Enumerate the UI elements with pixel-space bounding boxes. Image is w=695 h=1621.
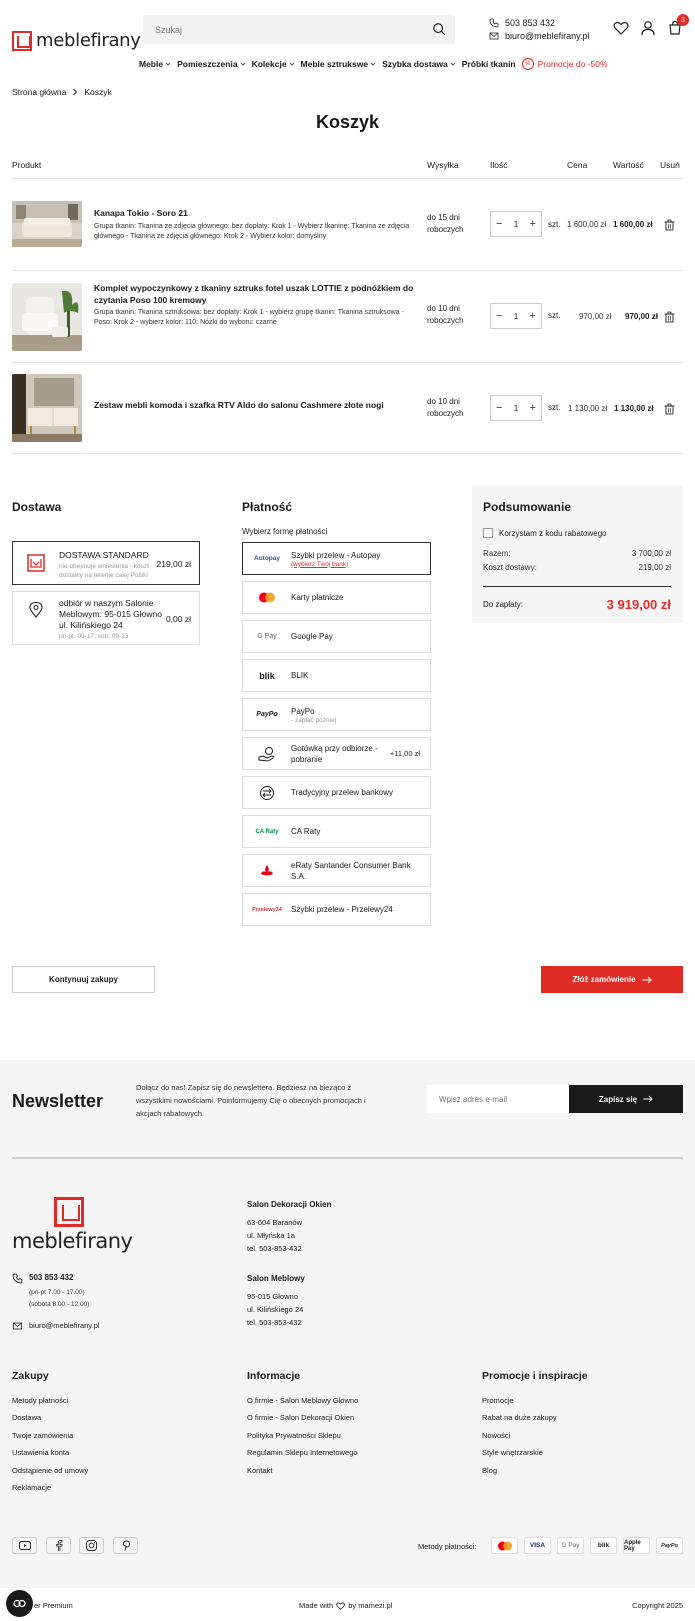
product-name[interactable]: Komplet wypoczynkowy z tkaniny sztruks fotel uszak LOTTIE z podnóżkiem do czytania Poso 100 kremowy <box>94 283 414 305</box>
chat-widget-button[interactable] <box>6 1590 33 1617</box>
cart-item <box>12 179 683 270</box>
nav-item-label: Próbki tkanin <box>461 59 516 69</box>
made-by-text: by mamezi.pl <box>348 1601 393 1610</box>
payment-label: Wybierz formę płatności <box>242 527 328 536</box>
payment-option-p24[interactable] <box>242 893 431 926</box>
total-row <box>483 597 671 612</box>
chevron-down-icon <box>450 61 456 67</box>
unit-price: 1 600,00 zł <box>567 220 607 229</box>
footer-link[interactable]: Twoje zamówienia <box>12 1431 74 1440</box>
przelewy24-icon: Przelewy24 <box>252 906 282 913</box>
paypo-icon: PayPo <box>256 711 278 718</box>
header-email[interactable] <box>489 30 590 42</box>
percent-icon: % <box>522 58 534 70</box>
header-phone[interactable] <box>489 17 590 29</box>
mastercard-icon <box>491 1537 518 1554</box>
footer-email[interactable]: biuro@meblefirany.pl <box>29 1321 100 1330</box>
footer-link[interactable]: O firmie - Salon Dekoracji Okien <box>247 1413 355 1422</box>
made-with-text: Made with <box>299 1601 334 1610</box>
payment-option-paypo[interactable] <box>242 698 431 731</box>
quantity-stepper <box>490 395 542 421</box>
delivery-option-title: odbiór w naszym Salonie Meblowym: 95-015 Głowno ul. Kilińskiego 24 <box>59 598 162 630</box>
minus-icon[interactable]: − <box>496 402 503 414</box>
line-value: 970,00 zł <box>625 312 658 321</box>
footer-logo[interactable] <box>12 1197 133 1253</box>
total-label: Do zapłaty: <box>483 600 524 609</box>
breadcrumb-current: Koszyk <box>84 87 112 97</box>
footer-link[interactable]: Dostawa <box>12 1413 42 1422</box>
divider <box>12 1157 683 1159</box>
nav-item-probki-tkanin[interactable] <box>462 59 516 69</box>
payment-option-blik[interactable] <box>242 659 431 692</box>
footer-phone[interactable]: 503 853 432 <box>29 1273 74 1282</box>
bottom-bar-left-text: er Premium <box>34 1601 73 1610</box>
footer-link[interactable]: O firmie - Salon Meblowy Głowno <box>247 1396 359 1405</box>
payment-option-googlepay[interactable] <box>242 620 431 653</box>
logo-mark-icon <box>54 1197 84 1227</box>
trash-icon[interactable] <box>664 311 675 323</box>
breadcrumb-home[interactable]: Strona główna <box>12 87 67 97</box>
heart-icon[interactable] <box>613 20 629 36</box>
shipping-time: do 10 dni roboczych <box>427 304 464 325</box>
instagram-icon[interactable] <box>79 1537 104 1554</box>
footer-col-title-informacje: Informacje <box>247 1370 301 1382</box>
google-pay-icon: G Pay <box>557 1537 584 1554</box>
product-image[interactable] <box>12 374 82 442</box>
newsletter-title: Newsletter <box>12 1091 104 1111</box>
salon-line: 63-604 Baranów <box>247 1218 303 1227</box>
col-header-qty: Ilość <box>490 160 508 170</box>
nav-item-label: Meble sztrukswe <box>300 59 369 69</box>
unit-price: 1 130,00 zł <box>568 404 608 413</box>
summary-title: Podsumowanie <box>483 500 572 514</box>
search-input[interactable] <box>143 15 455 44</box>
divider <box>12 453 683 454</box>
salon-line[interactable]: tel. 503-853-432 <box>247 1318 302 1327</box>
quantity-value[interactable]: 1 <box>513 403 519 413</box>
col-header-value: Wartość <box>613 160 644 170</box>
phone-icon <box>12 1273 23 1284</box>
footer-link[interactable]: Blog <box>482 1466 498 1475</box>
visa-icon: VISA <box>524 1537 551 1554</box>
delivery-option-sub: pn-pt. 09-17, sob. 09-13 <box>59 633 129 640</box>
col-header-product: Produkt <box>12 160 42 170</box>
payment-option-cod[interactable] <box>242 737 431 770</box>
shipping-cost-label: Koszt dostawy: <box>483 563 537 572</box>
salon-line: ul. Kilińskiego 24 <box>247 1305 304 1314</box>
delivery-option-sub: nie obejmuje wniesienia - koszt dostawy na terenie całej Polski <box>59 563 149 579</box>
chevron-down-icon <box>370 61 376 67</box>
delivery-option-pickup[interactable] <box>12 591 200 645</box>
newsletter-text: Dołącz do nas! Zapisz się do newslettera. Będziesz na bieżąco z wszystkimi nowościami. Poinformujemy Cię o obecnych promocjach i akcjach rabatowych. <box>136 1083 366 1118</box>
nav-item-meble[interactable] <box>139 59 171 69</box>
shipping-cost-value: 219,00 zł <box>638 563 671 572</box>
quantity-value[interactable]: 1 <box>513 219 519 229</box>
cart-item <box>12 363 683 454</box>
logo-text: meblefirany <box>36 30 141 51</box>
blik-icon: blik <box>590 1537 617 1554</box>
payment-option-title: eRaty Santander Consumer Bank S.A. <box>291 860 411 881</box>
location-pin-icon <box>27 601 45 619</box>
payment-methods-label: Metody płatności: <box>418 1542 477 1551</box>
santander-icon <box>243 864 291 878</box>
line-value: 1 130,00 zł <box>614 404 654 413</box>
unit-price: 970,00 zł <box>579 312 612 321</box>
payment-option-bank[interactable] <box>242 776 431 809</box>
nav-item-label: Szybka dostawa <box>382 59 448 69</box>
total-value: 3 919,00 zł <box>606 597 671 612</box>
mastercard-icon <box>243 592 291 603</box>
unit-label: szt. <box>548 311 561 320</box>
product-options: Grupa tkanin: Tkanina ze zdjęcia głównego: bez dopłaty: Krok 1 - Wybierz tkaninę: Tkanina ze zdjęcia głównego - Tkanina ze zdjęcia głównego: Krok 2 - Wybierz kolor: domyślny <box>94 223 410 240</box>
minus-icon[interactable]: − <box>496 310 503 322</box>
payment-option-sub: - zapłać później <box>291 716 337 724</box>
shipping-time: do 10 dni roboczych <box>427 397 464 418</box>
footer-link[interactable]: Kontakt <box>247 1466 273 1475</box>
place-order-label: Złóż zamówienie <box>572 975 636 984</box>
apple-pay-icon: Apple Pay <box>623 1537 650 1554</box>
header-icons <box>613 16 685 36</box>
payment-option-title: CA Raty <box>291 827 321 836</box>
footer-link[interactable]: Promocje <box>482 1396 514 1405</box>
nav-item-label: Pomieszczenia <box>177 59 238 69</box>
plus-icon[interactable]: + <box>529 310 536 322</box>
blik-icon: blik <box>259 670 275 681</box>
salon-title: Salon Meblowy <box>247 1274 305 1283</box>
logo[interactable] <box>12 30 141 51</box>
trash-icon[interactable] <box>664 219 675 231</box>
salon-title: Salon Dekoracji Okien <box>247 1200 332 1209</box>
trash-icon[interactable] <box>664 403 675 415</box>
checkbox[interactable] <box>483 528 493 538</box>
divider <box>483 586 671 587</box>
nav-promo-label: Promocje do -50% <box>537 59 608 69</box>
quantity-value[interactable]: 1 <box>513 311 519 321</box>
nav-item-pomieszczenia[interactable] <box>177 59 245 69</box>
chevron-right-icon <box>72 88 78 96</box>
user-icon[interactable] <box>640 20 656 36</box>
delivery-option-standard[interactable] <box>12 541 200 585</box>
footer-link[interactable]: Regulamin Sklepu Internetowego <box>247 1448 358 1457</box>
chevron-down-icon <box>240 61 246 67</box>
copyright: Copyright 2025 <box>632 1601 683 1610</box>
product-image[interactable] <box>12 201 82 247</box>
footer-col-title-promocje: Promocje i inspiracje <box>482 1370 588 1382</box>
payment-option-sub[interactable]: (wybierz Twój bank) <box>291 560 349 568</box>
unit-label: szt. <box>548 403 561 412</box>
header-phone-text: 503 853 432 <box>505 18 556 28</box>
footer-link[interactable]: Ustawienia konta <box>12 1448 70 1457</box>
unit-label: szt. <box>548 220 561 229</box>
product-name[interactable]: Kanapa Tokio - Soro 21 <box>94 208 188 218</box>
pinterest-icon[interactable] <box>113 1537 138 1554</box>
youtube-icon[interactable] <box>12 1537 37 1554</box>
nav-item-szybka-dostawa[interactable] <box>382 59 456 69</box>
plus-icon[interactable]: + <box>529 402 536 414</box>
search-bar <box>143 15 455 44</box>
payment-option-title: PayPo <box>291 706 315 716</box>
plus-icon[interactable]: + <box>529 218 536 230</box>
header-email-text: biuro@meblefirany.pl <box>505 31 590 41</box>
breadcrumb <box>12 87 112 97</box>
newsletter-subscribe-label: Zapisz się <box>598 1094 638 1104</box>
delivery-option-title: DOSTAWA STANDARD <box>59 550 149 560</box>
footer-link[interactable]: Polityka Prywatności Sklepu <box>247 1431 341 1440</box>
product-name[interactable]: Zestaw mebli komoda i szafka RTV Aldo do salonu Cashmere złote nogi <box>94 400 384 410</box>
arrow-right-icon <box>643 1095 653 1103</box>
shipping-cost-row <box>483 563 671 572</box>
subtotal-value: 3 700,00 zł <box>631 549 671 558</box>
cart-count-badge: 3 <box>677 14 689 26</box>
payment-title: Płatność <box>242 500 293 514</box>
nav-item-label: Kolekcje <box>251 59 287 69</box>
quantity-stepper <box>490 303 542 329</box>
heart-icon <box>336 1602 345 1610</box>
google-pay-icon: G Pay <box>257 633 277 640</box>
payment-option-title: Google Pay <box>291 632 333 641</box>
cart-item <box>12 271 683 363</box>
delivery-logo-icon <box>27 554 45 572</box>
chevron-down-icon <box>289 61 295 67</box>
phone-icon <box>489 18 499 28</box>
cart-button[interactable] <box>667 16 685 36</box>
chevron-down-icon <box>165 61 171 67</box>
payment-option-title: Szybki przelew - Przelewy24 <box>291 905 393 914</box>
payment-option-surcharge: +11,00 zł <box>389 749 420 758</box>
bottom-bar <box>0 1588 695 1621</box>
footer-hours-weekday: (pn-pt 7.00 - 17.00) <box>29 1289 85 1296</box>
footer-hours-saturday: (sobota 8.00 - 12.00) <box>29 1301 90 1308</box>
nav-item-label: Meble <box>139 59 164 69</box>
made-with[interactable] <box>299 1601 392 1610</box>
minus-icon[interactable]: − <box>496 218 503 230</box>
footer-link[interactable]: Metody płatności <box>12 1396 69 1405</box>
footer-link[interactable]: Rabat na duże zakupy <box>482 1413 557 1422</box>
footer-link[interactable]: Style wnętrzarskie <box>482 1448 543 1457</box>
line-value: 1 600,00 zł <box>613 220 653 229</box>
newsletter-subscribe-button[interactable] <box>569 1085 683 1113</box>
footer-logo-text: meblefirany <box>12 1229 133 1253</box>
subtotal-label: Razem: <box>483 549 511 558</box>
payment-option-title: BLIK <box>291 671 309 680</box>
col-header-price: Cena <box>567 160 588 170</box>
nav-item-promo[interactable] <box>522 58 608 70</box>
nav-item-meble-sztruksowe[interactable] <box>301 59 377 69</box>
page-title: Koszyk <box>315 112 380 132</box>
delivery-option-price: 219,00 zł <box>156 559 191 569</box>
footer-link[interactable]: Nowości <box>482 1431 511 1440</box>
quantity-stepper <box>490 211 542 237</box>
product-image[interactable] <box>12 283 82 351</box>
payment-option-title: Gotówką przy odbiorze - pobranie <box>291 743 378 764</box>
salon-line[interactable]: tel. 503-853-432 <box>247 1244 302 1253</box>
bank-transfer-icon <box>243 785 291 801</box>
autopay-icon: Autopay <box>254 555 280 562</box>
payment-option-title: Szybki przelew - Autopay <box>291 550 381 560</box>
footer-col-title-zakupy: Zakupy <box>12 1370 49 1382</box>
payment-option-autopay[interactable] <box>242 542 431 575</box>
col-header-shipping: Wysyłka <box>427 160 459 170</box>
footer-link[interactable]: Reklamacje <box>12 1483 52 1492</box>
nav-item-kolekcje[interactable] <box>252 59 295 69</box>
payment-option-cards[interactable] <box>242 581 431 614</box>
logo-mark-icon <box>12 31 32 51</box>
order-summary <box>472 485 683 623</box>
ca-raty-icon: CA Raty <box>255 828 279 835</box>
cash-hand-icon <box>243 746 291 762</box>
header <box>0 0 695 80</box>
facebook-icon[interactable] <box>46 1537 71 1554</box>
salon-line: ul. Młyńska 1a <box>247 1231 295 1240</box>
payment-option-title: Karty płatnicze <box>291 593 344 602</box>
paypo-icon: PayPo <box>656 1537 683 1554</box>
salon-line: 95-015 Głowno <box>247 1292 298 1301</box>
newsletter-email-input[interactable] <box>427 1085 569 1113</box>
main-nav <box>139 58 608 70</box>
payment-option-eraty[interactable] <box>242 854 431 887</box>
delivery-title: Dostawa <box>12 500 62 514</box>
payment-option-title: Tradycyjny przelew bankowy <box>291 788 393 797</box>
arrow-right-icon <box>642 976 652 984</box>
discount-code-label: Korzystam z kodu rabatowego <box>499 528 607 538</box>
shipping-time: do 15 dni roboczych <box>427 213 464 234</box>
mail-icon <box>489 31 499 41</box>
search-icon[interactable] <box>432 22 446 36</box>
chat-icon <box>13 1599 26 1608</box>
place-order-button[interactable] <box>541 966 683 993</box>
mail-icon <box>12 1321 23 1331</box>
delivery-option-price: 0,00 zł <box>165 614 191 624</box>
continue-shopping-button[interactable]: Kontynuuj zakupy <box>12 966 155 993</box>
subtotal-row <box>483 549 671 558</box>
payment-option-caraty[interactable] <box>242 815 431 848</box>
discount-code-checkbox[interactable] <box>483 528 607 538</box>
col-header-remove: Usuń <box>660 160 680 170</box>
footer-link[interactable]: Odstąpienie od umowy <box>12 1466 89 1475</box>
header-contact <box>489 17 590 43</box>
product-options: Grupa tkanin: Tkanina sztruksowa: bez dopłaty: Krok 1 - wybierz grupę tkanin: Tkanina sztruksowa - Poso: Krok 2 - wybierz kolor: 110: Nóżki do wyboru: czarne <box>94 309 404 326</box>
